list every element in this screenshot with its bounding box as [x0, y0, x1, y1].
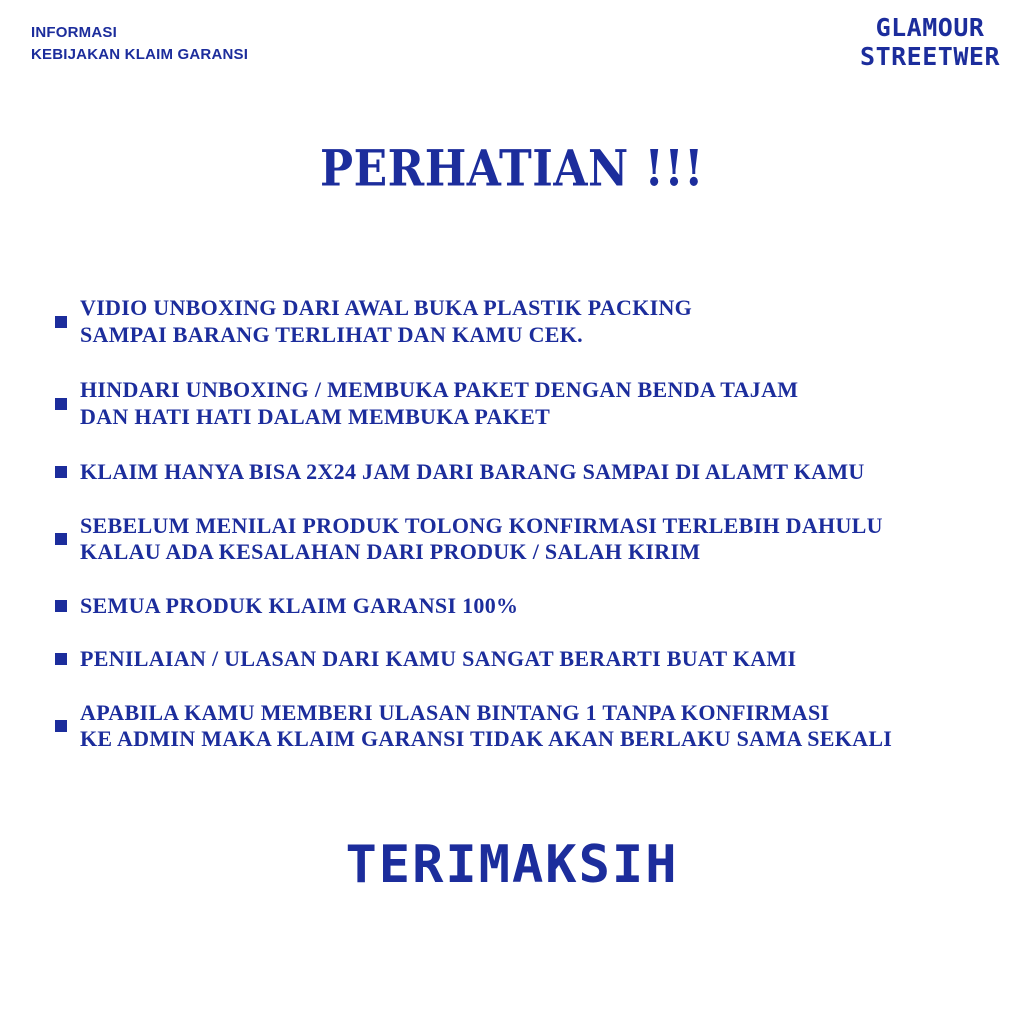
rule-text: KLAIM HANYA BISA 2X24 JAM DARI BARANG SAMPAI DI ALAMT KAMU	[80, 459, 865, 484]
rule-item	[55, 593, 995, 620]
rule-text: SEBELUM MENILAI PRODUK TOLONG KONFIRMASI TERLEBIH DAHULU KALAU ADA KESALAHAN DARI PRODUK / SALAH KIRIM	[80, 512, 883, 564]
thank-you-text: TERIMAKSIH	[345, 835, 679, 895]
rule-item	[55, 377, 995, 430]
brand-logo	[860, 13, 1000, 71]
brand-line-2: STREETWER	[860, 42, 1000, 71]
rule-item	[55, 513, 995, 566]
rule-item	[55, 459, 995, 486]
rules-list	[55, 295, 995, 753]
square-bullet-icon	[55, 600, 67, 612]
square-bullet-icon	[55, 466, 67, 478]
square-bullet-icon	[55, 398, 67, 410]
page-title: PERHATIAN !!!	[320, 140, 704, 198]
square-bullet-icon	[55, 316, 67, 328]
rule-item	[55, 700, 995, 753]
rule-text: SEMUA PRODUK KLAIM GARANSI 100%	[80, 592, 519, 618]
rule-text: VIDIO UNBOXING DARI AWAL BUKA PLASTIK PACKING SAMPAI BARANG TERLIHAT DAN KAMU CEK.	[80, 295, 693, 347]
rule-item	[55, 646, 995, 673]
brand-line-1: GLAMOUR	[875, 13, 985, 42]
rule-item	[55, 295, 995, 348]
info-label: INFORMASI	[31, 24, 117, 41]
square-bullet-icon	[55, 653, 67, 665]
square-bullet-icon	[55, 720, 67, 732]
rule-text: HINDARI UNBOXING / MEMBUKA PAKET DENGAN BENDA TAJAM DAN HATI HATI DALAM MEMBUKA PAKET	[80, 377, 799, 429]
rule-text: APABILA KAMU MEMBERI ULASAN BINTANG 1 TANPA KONFIRMASI KE ADMIN MAKA KLAIM GARANSI TIDAK AKAN BERLAKU SAMA SEKALI	[80, 699, 893, 751]
square-bullet-icon	[55, 533, 67, 545]
info-header	[31, 22, 248, 66]
rule-text: PENILAIAN / ULASAN DARI KAMU SANGAT BERARTI BUAT KAMI	[80, 646, 797, 671]
policy-label: KEBIJAKAN KLAIM GARANSI	[31, 46, 249, 63]
